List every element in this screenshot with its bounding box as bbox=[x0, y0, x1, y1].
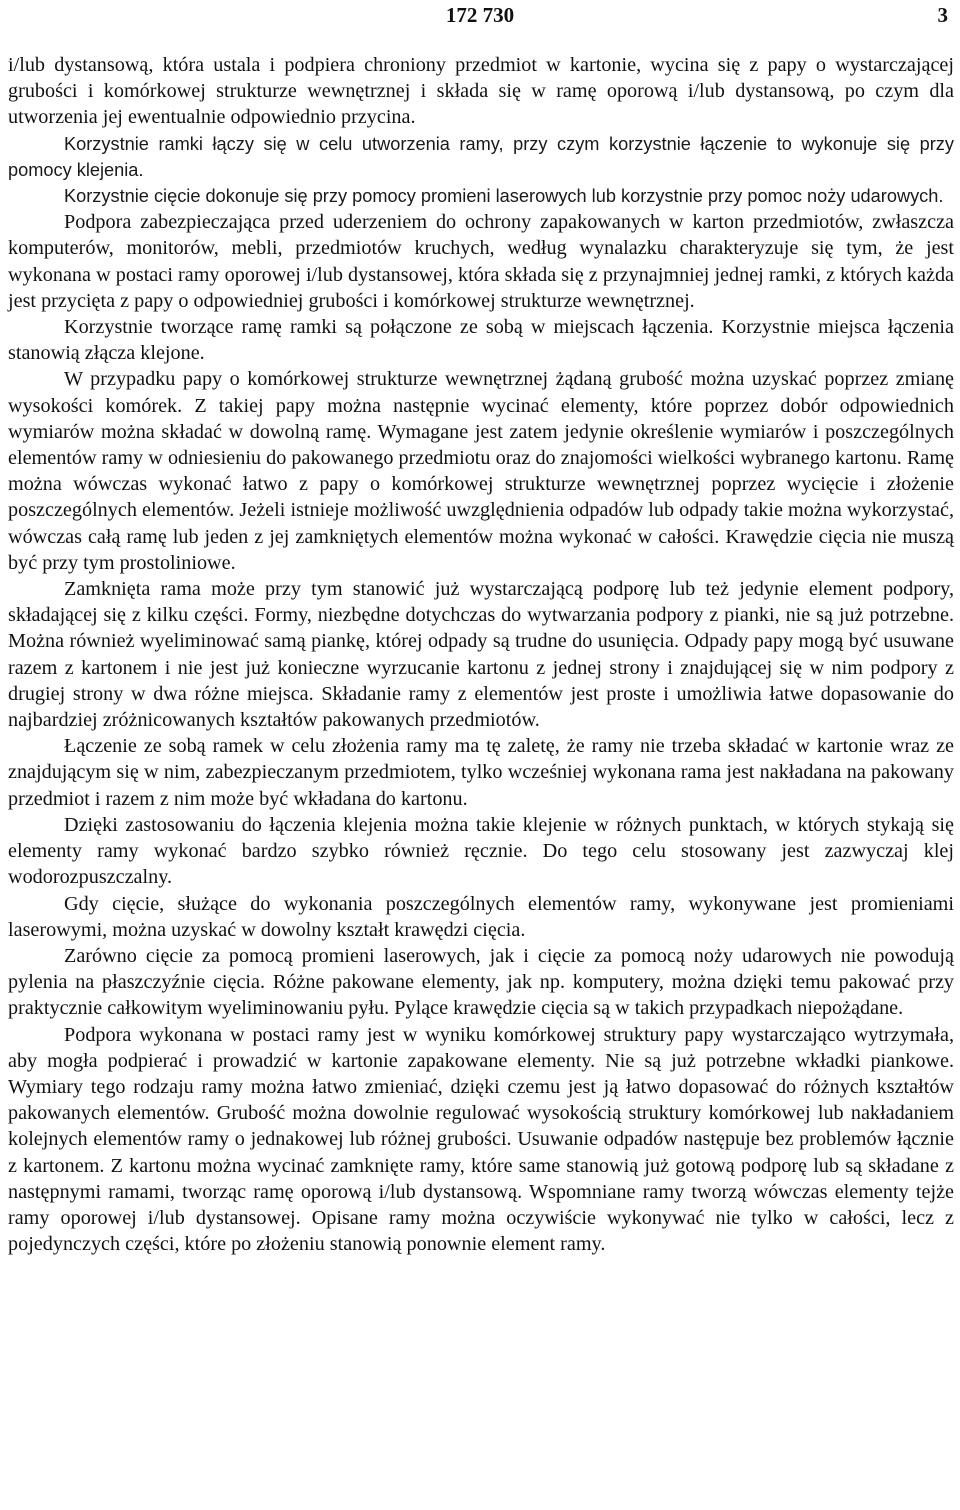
paragraph: Zarówno cięcie za pomocą promieni laserowych, jak i cięcie za pomocą noży udarowych nie powodują pylenia na płaszczyźnie cięcia. Różne pakowane elementy, jak np. komputery, można dzięki temu pakować przy praktycznie całkowitym wyeliminowaniu pyłu. Pylące krawędzie cięcia są w takich przypadkach niepożądane. bbox=[8, 944, 954, 1020]
paragraph-continuation: i/lub dystansową, która ustala i podpiera chroniony przedmiot w kartonie, wycina się z papy o wystarczającej grubości i komórkowej strukturze wewnętrznej i składa się w ramę oporową i/lub dystansową, po czym dla utworzenia jej ewentualnie odpowiednio przycina. bbox=[8, 54, 954, 129]
paragraph: Podpora wykonana w postaci ramy jest w wyniku komórkowej struktury papy wystarczająco wytrzymała, aby mogła podpierać i prowadzić w kartonie zapakowane elementy. Nie są już potrzebne wkładki piankowe. Wymiary tego rodzaju ramy można łatwo zmieniać, dzięki czemu jest ją łatwo dopasować do różnych kształtów pakowanych elementów. Grubość można dowolnie regulować wysokością struktury komórkowej lub nakładaniem kolejnych elementów ramy o jednakowej lub różnej grubości. Usuwanie odpadów następuje bez problemów łącznie z kartonem. Z kartonu można wycinać zamknięte ramy, które same stanowią już gotową podporę lub są składane z następnymi ramami, tworząc ramę oporową i/lub dystansową. Wspomniane ramy tworzą wówczas elementy tejże ramy oporowej i/lub dystansowej. Opisane ramy można oczywiście wykonywać nie tylko w całości, lecz z pojedynczych części, które po złożeniu stanowią ponownie element ramy. bbox=[8, 1023, 954, 1256]
paragraph: Korzystnie ramki łączy się w celu utworzenia ramy, przy czym korzystnie łączenie to wykonuje się przy pomocy klejenia. bbox=[8, 133, 954, 180]
paragraph: Korzystnie tworzące ramę ramki są połączone ze sobą w miejscach łączenia. Korzystnie miejsca łączenia stanowią złącza klejone. bbox=[8, 316, 954, 365]
paragraph: Korzystnie cięcie dokonuje się przy pomocy promieni laserowych lub korzystnie przy pomoc noży udarowych. bbox=[64, 186, 944, 207]
page-number: 3 bbox=[937, 3, 948, 27]
paragraph: Zamknięta rama może przy tym stanowić już wystarczającą podporę lub też jedynie element podpory, składającej się z kilku części. Formy, niezbędne dotychczas do wytwarzania podpory z pianki, nie są już potrzebne. Można również wyeliminować samą piankę, której odpady są trudne do usunięcia. Odpady papy mogą być usuwane razem z kartonem i nie jest już konieczne wyrzucanie kartonu z jednej strony i znajdującej się w nim podpory z drugiej strony w dwa różne miejsca. Składanie ramy z elementów jest proste i umożliwia łatwe dopasowanie do najbardziej zróżnicowanych kształtów pakowanych przedmiotów. bbox=[8, 578, 954, 732]
body-text bbox=[8, 52, 954, 1257]
patent-number: 172 730 bbox=[445, 3, 515, 27]
page-header bbox=[0, 0, 960, 34]
paragraph: Podpora zabezpieczająca przed uderzeniem do ochrony zapakowanych w karton przedmiotów, zwłaszcza komputerów, monitorów, mebli, przedmiotów kruchych, według wynalazku charakteryzuje się tym, że jest wykonana w postaci ramy oporowej i/lub dystansowej, która składa się z przynajmniej jednej ramki, z których każda jest przycięta z papy o odpowiedniej grubości i komórkowej strukturze wewnętrznej. bbox=[8, 211, 954, 312]
paragraph: Łączenie ze sobą ramek w celu złożenia ramy ma tę zaletę, że ramy nie trzeba składać w kartonie wraz ze znajdującym się w nim, zabezpieczanym przedmiotem, tylko wcześniej wykonana rama jest nakładana na pakowany przedmiot i razem z nim może być wkładana do kartonu. bbox=[8, 735, 954, 810]
paragraph: Dzięki zastosowaniu do łączenia klejenia można takie klejenie w różnych punktach, w których stykają się elementy ramy wykonać bardzo szybko również ręcznie. Do tego celu stosowany jest zazwyczaj klej wodorozpuszczalny. bbox=[8, 813, 954, 889]
paragraph: Gdy cięcie, służące do wykonania poszczególnych elementów ramy, wykonywane jest promieniami laserowymi, można uzyskać w dowolny kształt krawędzi cięcia. bbox=[8, 892, 954, 941]
paragraph: W przypadku papy o komórkowej strukturze wewnętrznej żądaną grubość można uzyskać poprzez zmianę wysokości komórek. Z takiej papy można następnie wycinać elementy, które poprzez dobór odpowiednich wymiarów można składać w dowolną ramę. Wymagane jest zatem jedynie określenie wymiarów i poszczególnych elementów ramy w odniesieniu do pakowanego przedmiotu oraz do znajomości wielkości wybranego kartonu. Ramę można wówczas wykonać łatwo z papy o komórkowej strukturze wewnętrznej poprzez wycięcie i złożenie poszczególnych elementów. Jeżeli istnieje możliwość uwzględnienia odpadów lub odpady takie można wykorzystać, wówczas całą ramę lub jeden z jej zamkniętych elementów można wykonać w całości. Krawędzie cięcia nie muszą być przy tym prostoliniowe. bbox=[8, 368, 954, 574]
